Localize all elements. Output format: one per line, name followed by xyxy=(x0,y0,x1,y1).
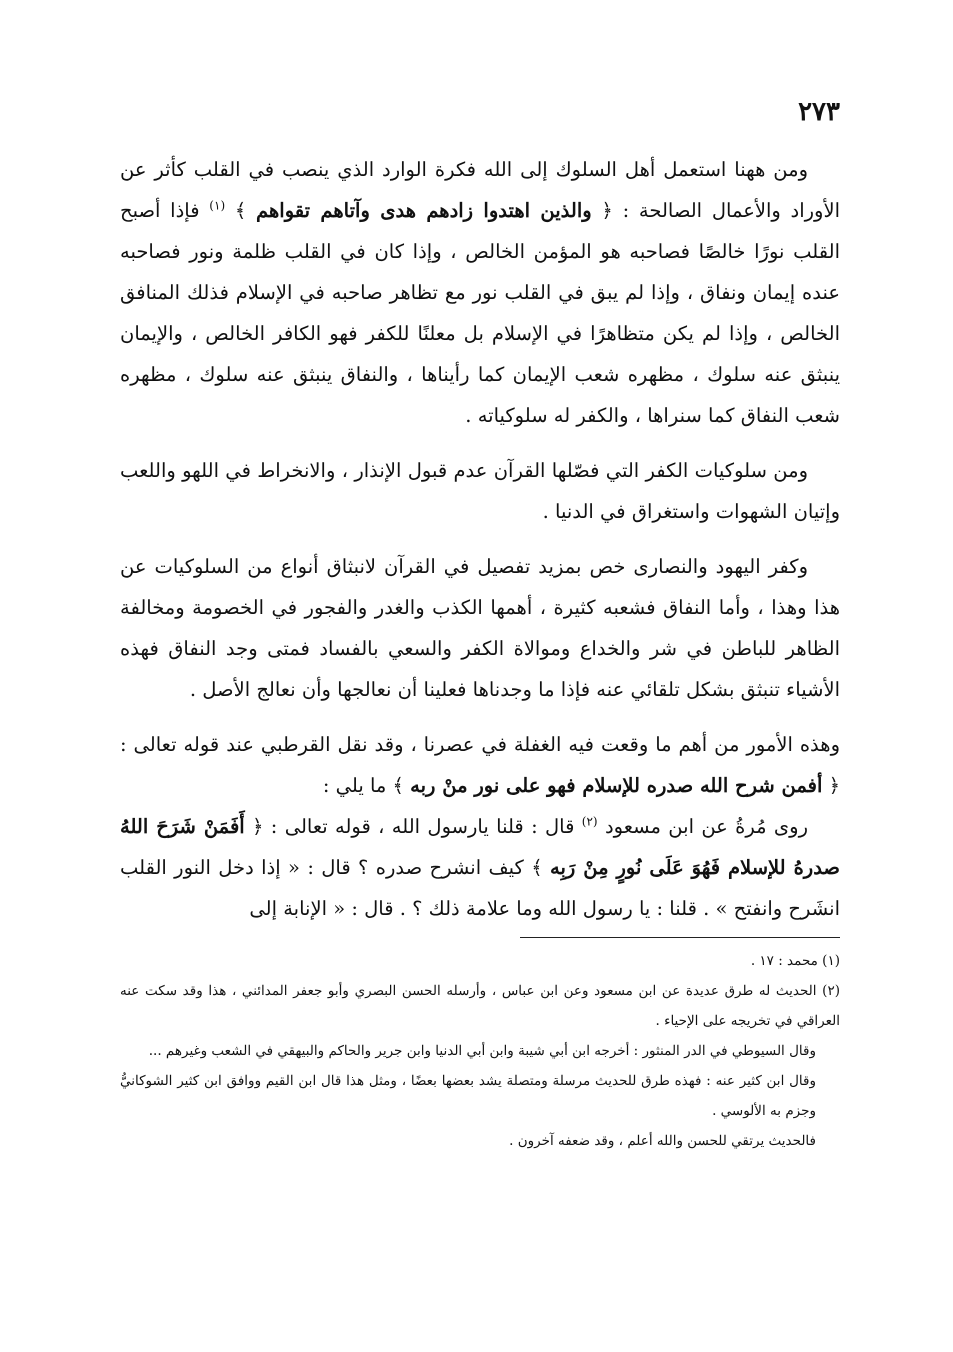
quran-verse: أَفَمَنْ شَرَحَ اللهُ صدرهُ للإسلام فَهُوَ عَلَى نُورٍ مِنْ رَبِه xyxy=(120,815,840,879)
quran-bracket-close: ﴾ xyxy=(234,199,257,222)
paragraph-5-text-a: روى مُرةُ عن ابن مسعود xyxy=(597,815,809,838)
main-text xyxy=(120,149,840,929)
footnotes xyxy=(120,946,840,1156)
quran-verse: والذين اهتدوا زادهم هدى وآتاهم تقواهم xyxy=(256,199,592,222)
quran-bracket-open: ﴿ xyxy=(244,815,264,838)
quran-bracket-open: ﴿ xyxy=(822,774,840,797)
book-page xyxy=(120,95,840,1275)
quran-bracket-close: ﴾ xyxy=(531,856,550,879)
footnote-2-ibn-kathir: وقال ابن كثير عنه : فهذه طرق للحديث مرسلة ومتصلة يشد بعضها بعضًا ، ومثل هذا قال ابن القيم ووافق ابن كثير الشوكانيُّ وجزم به الألوسي . xyxy=(120,1073,816,1119)
footnote-separator xyxy=(520,937,840,938)
paragraph-4-text-a: وهذه الأمور من أهم ما وقعت فيه الغفلة في عصرنا ، وقد نقل القرطبي عند قوله تعالى : xyxy=(120,733,840,756)
footnote-ref-1: (١) xyxy=(209,198,226,213)
paragraph-1-text-a: ومن ههنا استعمل أهل السلوك إلى الله فكرة الوارد الذي ينصب في القلب كأثر عن الأوراد والأعمال الصالحة : xyxy=(120,158,841,222)
paragraph-1-text-b: فإذا أصبح القلب نورًا خالصًا فصاحبه هو المؤمن الخالص ، وإذا كان في القلب ظلمة ونور فصاحبه عنده إيمان ونفاق ، وإذا لم يبق في القلب نور مع تظاهر صاحبه في الإسلام فذلك المنافق الخالص ، وإذا لم يكن متظاهرًا في الإسلام بل معلنًا للكفر فهو الكافر الخالص ، والإيمان ينبثق عنه سلوك ، مظهره شعب الإيمان كما رأيناها ، والنفاق ينبثق عنه سلوك ، مظهره شعب النفاق كما سنراها ، والكفر له سلوكياته . xyxy=(120,199,841,427)
footnote-1: (١) محمد : ١٧ . xyxy=(750,953,840,969)
paragraph-5-text-c: كيف انشرح صدره ؟ قال : « إذا دخل النور القلب انشَرح وانفتح » . قلنا : يا رسول الله وما علامة ذلك ؟ . قال : « الإنابة إلى xyxy=(120,856,840,920)
footnote-2-suyuti: وقال السيوطي في الدر المنثور : أخرجه ابن أبي شيبة وابن أبي الدنيا وابن جرير والحاكم والبيهقي في الشعب وغيرهم ... xyxy=(148,1043,816,1059)
paragraph-3: وكفر اليهود والنصارى خص بمزيد تفصيل في القرآن لانبثاق أنواع من السلوكيات عن هذا وهذا ، وأما النفاق فشعبه كثيرة ، أهمها الكذب والغدر والفجور في الخصومة ومخالفة الظاهر للباطن في شر والخداع وموالاة الكفر والسعي بالفساد فمتى وجد النفاق فهذه الأشياء تنبثق بشكل تلقائي عنه فإذا ما وجدناها فعلينا أن نعالجها وأن نعالج الأصل . xyxy=(120,555,840,701)
paragraph-2: ومن سلوكيات الكفر التي فصّلها القرآن عدم قبول الإنذار ، والانخراط في اللهو واللعب وإتيان الشهوات واستغراق في الدنيا . xyxy=(120,459,840,523)
paragraph-4 xyxy=(120,724,840,806)
quran-bracket-close: ﴾ xyxy=(392,774,411,797)
paragraph-5-text-b: قال : قلنا يارسول الله ، قوله تعالى : xyxy=(263,815,582,838)
quran-bracket-open: ﴿ xyxy=(591,199,613,222)
footnote-2: (٢) الحديث له طرق عديدة عن ابن مسعود وعن ابن عباس ، وأرسله الحسن البصري وأبو جعفر المدائني ، هذا وقد سكت عنه العراقي في تخريجه على الإحياء . xyxy=(120,983,840,1029)
paragraph-4-text-b: ما يلي : xyxy=(322,774,393,797)
paragraph-5 xyxy=(120,806,840,929)
footnote-ref-2: (٢) xyxy=(581,814,598,829)
page-number: ٢٧٣ xyxy=(798,97,840,127)
paragraph-1 xyxy=(120,149,840,436)
footnote-2-conclusion: فالحديث يرتقي للحسن والله أعلم ، وقد ضعفه آخرون . xyxy=(509,1133,816,1149)
quran-verse: أفمن شرح الله صدره للإسلام فهو على نور منْ ربه xyxy=(410,774,823,797)
